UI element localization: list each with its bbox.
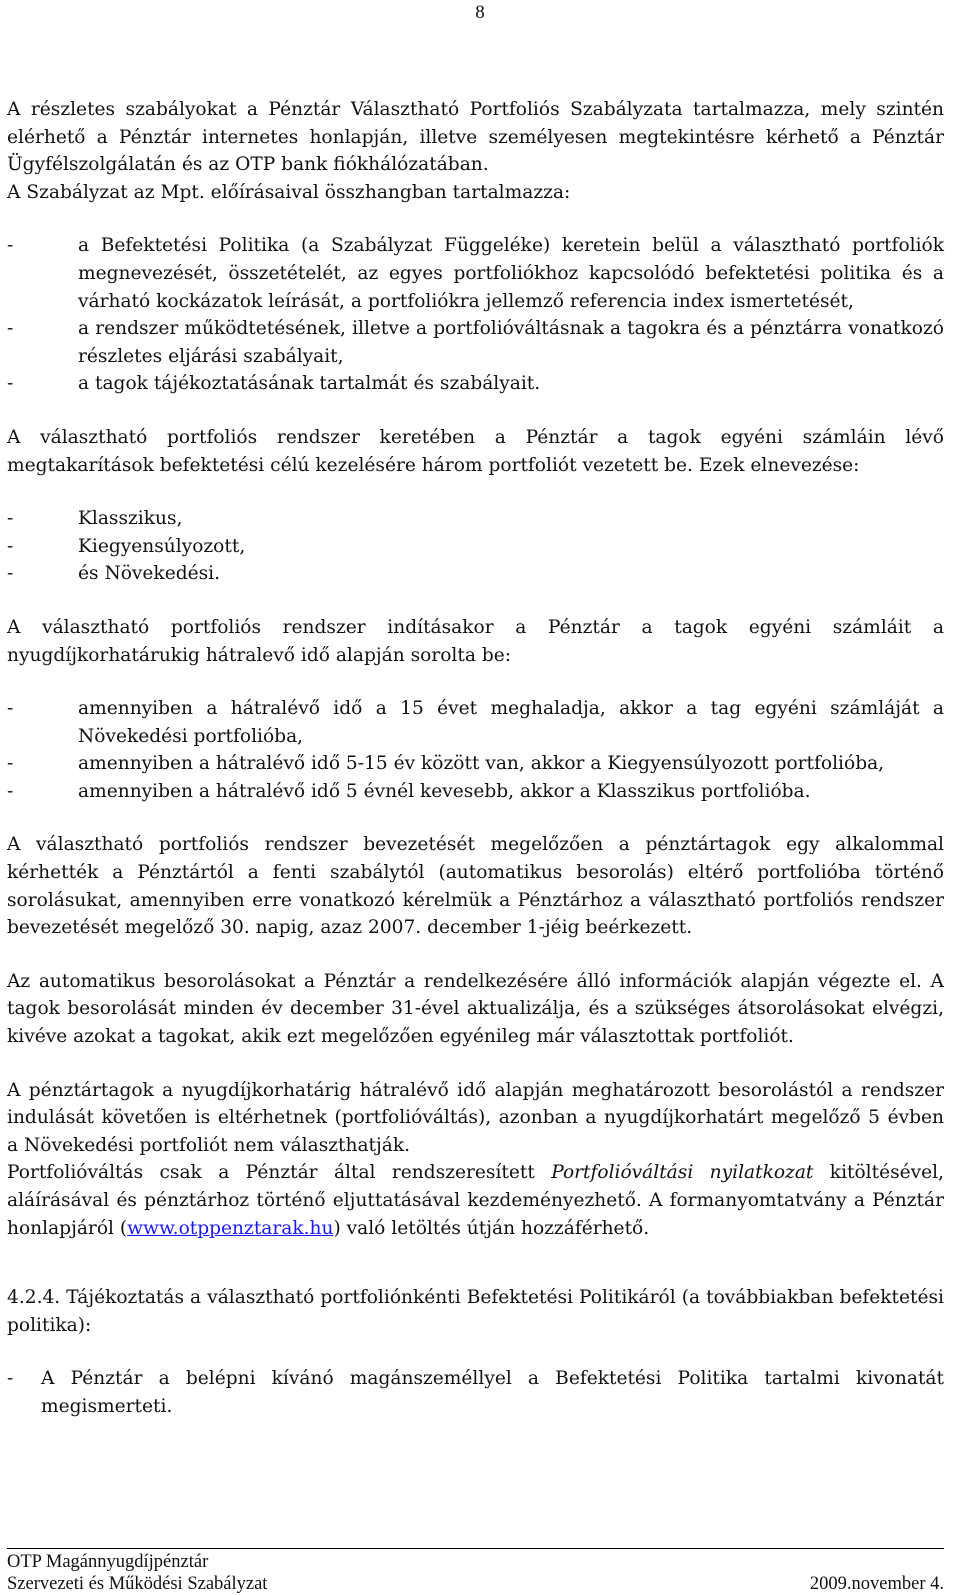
- portfolio-names-list: [7, 505, 944, 588]
- list-item: - amennyiben a hátralévő idő 5 évnél kevesebb, akkor a Klasszikus portfolióba.: [7, 778, 944, 806]
- document-body: [7, 96, 944, 1421]
- paragraph-automatic-classification: Az automatikus besorolásokat a Pénztár a rendelkezésére álló információk alapján végezte el. A tagok besorolását minden év december 31-ével aktualizálja, és a szükséges átsorolásokat elvégzi, kivéve azokat a tagokat, akik ezt megelőzően egyénileg már választottak portfoliót.: [7, 970, 944, 1048]
- list-item: - és Növekedési.: [7, 560, 944, 588]
- footer-document-title: Szervezeti és Működési Szabályzat: [7, 1574, 268, 1594]
- footer-divider: [7, 1548, 944, 1549]
- paragraph-switch-form: Portfolióváltás csak a Pénztár által rendszeresített Portfolióváltási nyilatkozat kitöltésével, aláírásával és pénztárhoz történő eljuttatásával kezdeményezhető. A formanyomtatvány a Pénztár honlapjáról (www.otppenztarak.hu) való letöltés útján hozzáférhető.: [7, 1162, 945, 1239]
- page-number: 8: [475, 2, 485, 23]
- paragraph-portfolio-system: A választható portfoliós rendszer keretében a Pénztár a tagok egyéni számláin lévő megtakarítások befektetési célú kezelésére három portfoliót vezetett be. Ezek elnevezése:: [7, 426, 944, 476]
- list-item: - amennyiben a hátralévő idő 5-15 év között van, akkor a Kiegyensúlyozott portfolióba,: [7, 750, 944, 778]
- paragraph-portfolio-switch: A pénztártagok a nyugdíjkorhatárig hátralévő idő alapján meghatározott besorolástól a rendszer indulását követően is eltérhetnek (portfolióváltás), azonban a nyugdíjkorhatárt megelőző 5 évben a Növekedési portfoliót nem választhatják.: [7, 1079, 944, 1156]
- regulation-contents-list: [7, 232, 944, 398]
- form-name: Portfolióváltási nyilatkozat: [551, 1162, 814, 1184]
- page-footer: [7, 1548, 944, 1595]
- paragraph-regulation-contents: A Szabályzat az Mpt. előírásaival összhangban tartalmazza:: [7, 181, 571, 203]
- footer-organization: OTP Magánnyugdíjpénztár: [7, 1552, 209, 1572]
- section-heading-4-2-4: 4.2.4. Tájékoztatás a választható portfoliónkénti Befektetési Politikáról (a továbbiakban befektetési politika):: [7, 1287, 944, 1336]
- list-item: - a Befektetési Politika (a Szabályzat Függeléke) keretein belül a választható portfoliók megnevezését, összetételét, az egyes portfoliókhoz kapcsolódó befektetési politika és a várható kockázatok leírását, a portfoliókra jellemző referencia index ismertetését,: [7, 232, 944, 315]
- list-item: - Kiegyensúlyozott,: [7, 533, 944, 561]
- list-item: - a rendszer működtetésének, illetve a portfolióváltásnak a tagokra és a pénztárra vonatkozó részletes eljárási szabályait,: [7, 315, 944, 370]
- list-item: - A Pénztár a belépni kívánó magánszeméllyel a Befektetési Politika tartalmi kivonatát megismerteti.: [7, 1365, 944, 1420]
- footer-date: 2009.november 4.: [809, 1574, 944, 1594]
- website-link[interactable]: www.otppenztarak.hu: [127, 1217, 334, 1239]
- list-item: - a tagok tájékoztatásának tartalmát és szabályait.: [7, 370, 944, 398]
- list-item: - amennyiben a hátralévő idő a 15 évet meghaladja, akkor a tag egyéni számláját a Növekedési portfolióba,: [7, 695, 944, 750]
- paragraph-initial-classification: A választható portfoliós rendszer indításakor a Pénztár a tagok egyéni számláit a nyugdíjkorhatárukig hátralevő idő alapján sorolta be:: [7, 616, 944, 666]
- investment-policy-list: [7, 1365, 944, 1420]
- paragraph-intro: A részletes szabályokat a Pénztár Választható Portfoliós Szabályzata tartalmazza, mely szintén elérhető a Pénztár internetes honlapján, illetve személyesen megtekintésre kérhető a Pénztár Ügyfélszolgálatán és az OTP bank fiókhálózatában.: [7, 99, 944, 176]
- paragraph-opt-out: A választható portfoliós rendszer bevezetését megelőzően a pénztártagok egy alkalommal kérhették a Pénztártól a fenti szabálytól (automatikus besorolás) eltérő portfolióba történő sorolásukat, amennyiben erre vonatkozó kérelmük a Pénztárhoz a választható portfoliós rendszer bevezetését megelőző 30. napig, azaz 2007. december 1-jéig beérkezett.: [7, 834, 944, 939]
- classification-rules-list: [7, 695, 944, 805]
- list-item: - Klasszikus,: [7, 505, 944, 533]
